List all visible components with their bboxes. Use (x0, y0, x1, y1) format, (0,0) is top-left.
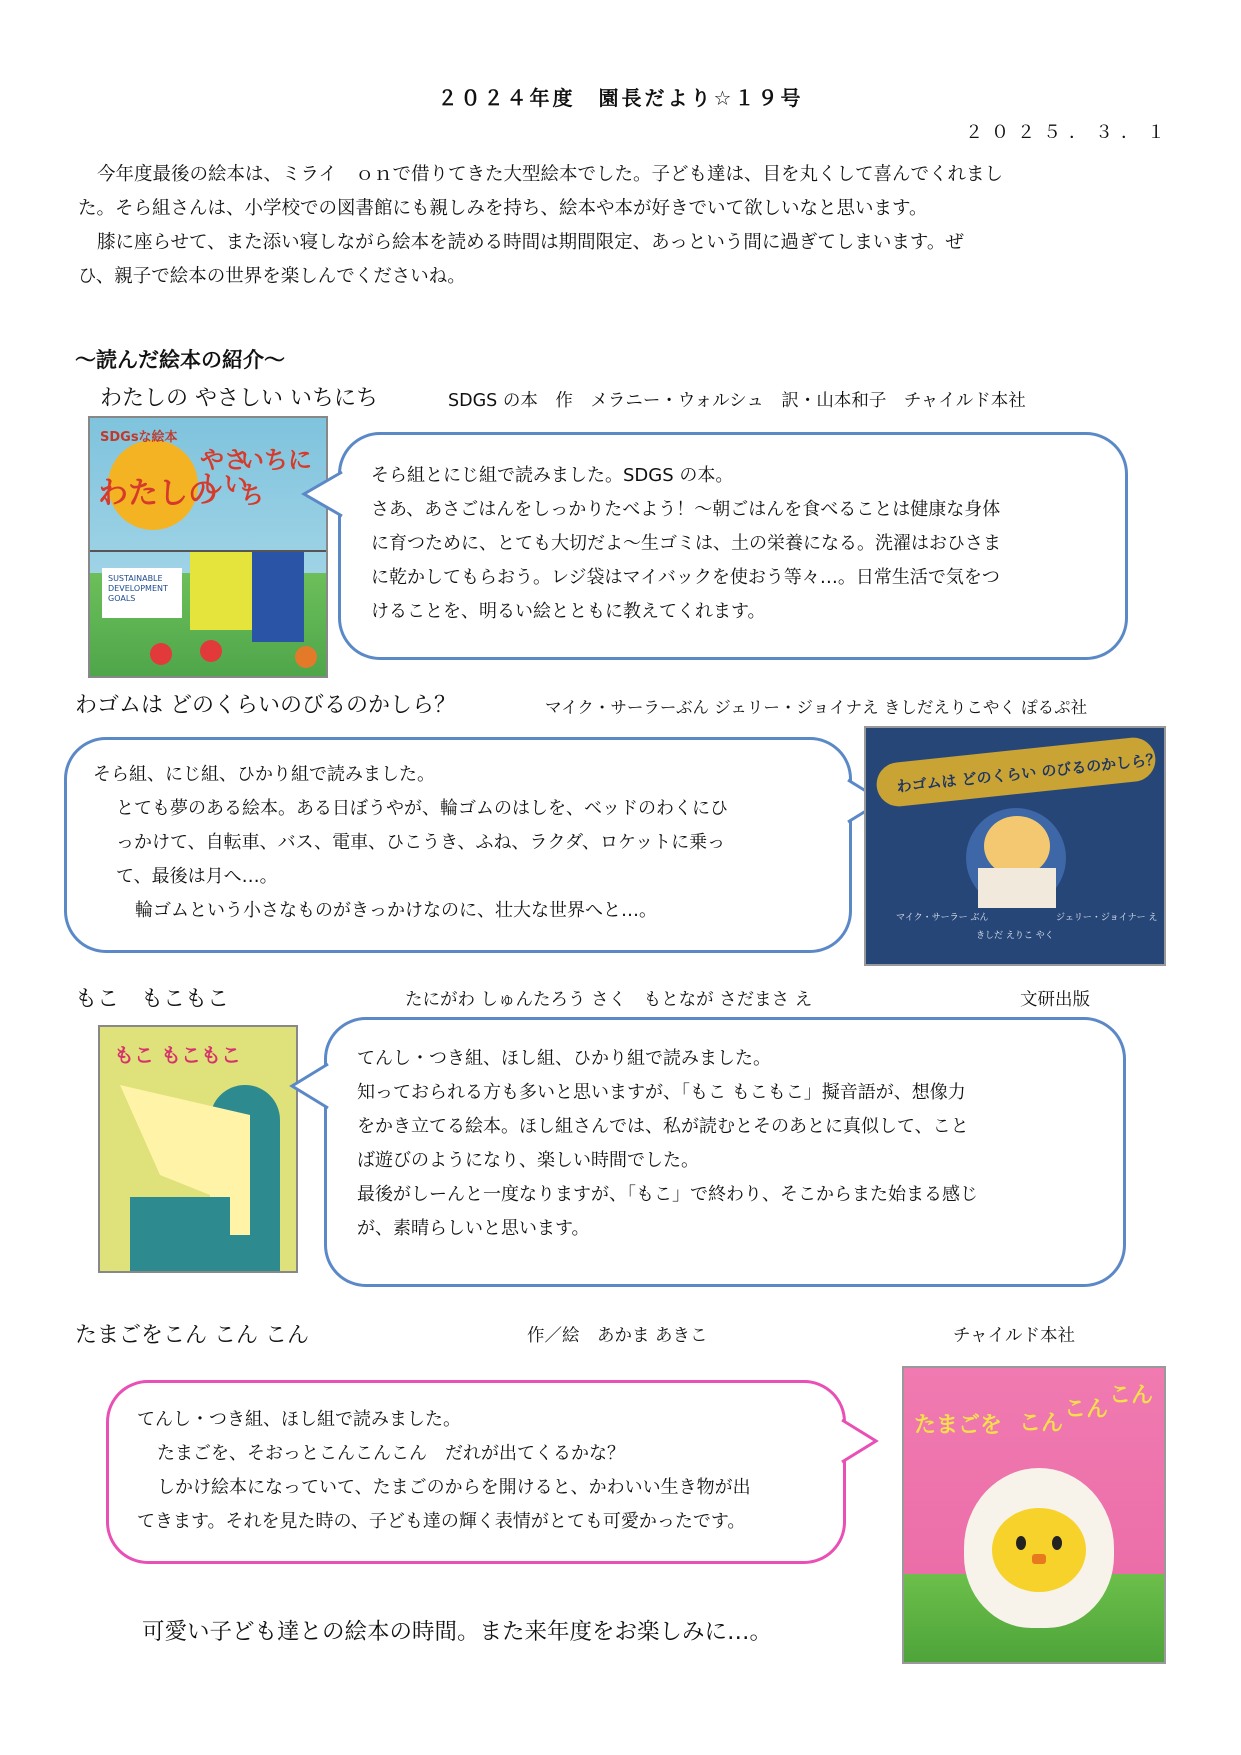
book-cover-image (98, 1025, 298, 1273)
book-cover-image (864, 726, 1166, 966)
boy-illustration (984, 816, 1050, 876)
comment-line: たまごを、そおっとこんこんこん だれが出てくるかな？ (157, 1443, 625, 1464)
comment-line: とても夢のある絵本。ある日ぼうやが、輪ゴムのはしを、ベッドのわくにひ (116, 798, 728, 819)
comment-line: てんし・つき組、ほし組、ひかり組で読みました。 (357, 1048, 771, 1069)
pants-icon (252, 552, 304, 642)
intro-line: 膝に座らせて、また添い寝しながら絵本を読める時間は期間限定、あっという間に過ぎてしまいます。ぜ (97, 232, 964, 253)
ground-shape (130, 1197, 230, 1273)
comment-line: そら組とにじ組で読みました。SDGS の本。 (371, 465, 734, 486)
book-meta: たにがわ しゅんたろう さく もとなが さだまさ え (405, 990, 813, 1010)
comment-line: に育つために、とても大切だよ～生ゴミは、土の栄養になる。洗濯はおひさま (371, 533, 1001, 554)
flower-icon (150, 643, 172, 665)
book-meta: マイク・サーラーぶん ジェリー・ジョイナえ きしだえりこやく ぽるぷ社 (545, 698, 1088, 717)
comment-line: てきます。それを見た時の、子ども達の輝く表情がとても可愛かったです。 (137, 1511, 746, 1532)
issue-date: ２０２５．３．１ (965, 122, 1173, 143)
comment-line: しかけ絵本になっていて、たまごのからを開けると、かわいい生き物が出 (157, 1477, 751, 1498)
cover-title: いちにち (240, 446, 312, 509)
closing-message: 可愛い子ども達との絵本の時間。また来年度をお楽しみに…。 (142, 1619, 773, 1645)
comment-line: をかき立てる絵本。ほし組さんでは、私が読むとそのあとに真似して、こと (357, 1116, 969, 1137)
comment-line: に乾かしてもらおう。レジ袋はマイバックを使おう等々…。日常生活で気をつ (371, 567, 1000, 588)
book-publisher: チャイルド本社 (953, 1326, 1075, 1346)
chick-beak (1032, 1554, 1046, 1564)
intro-text (78, 158, 1168, 294)
comment-line: 知っておられる方も多いと思いますが、「もこ もこもこ」擬音語が、想像力 (357, 1082, 966, 1103)
book-title: もこ もこもこ (75, 987, 230, 1012)
comment-line: っかけて、自転車、バス、電車、ひこうき、ふね、ラクダ、ロケットに乗っ (116, 832, 726, 853)
comment-line: てんし・つき組、ほし組で読みました。 (137, 1409, 461, 1430)
cover-title: こん (1019, 1411, 1064, 1436)
cover-title: わたしの (98, 476, 218, 511)
cover-title: たまごを (914, 1413, 1003, 1438)
bubble-tail (300, 470, 344, 520)
book-title: たまごをこん こん こん (75, 1323, 309, 1348)
intro-line: 今年度最後の絵本は、ミライ ｏｎで借りてきた大型絵本でした。子ども達は、目を丸くして喜んでくれまし (97, 164, 1003, 185)
comment-bubble (64, 737, 852, 953)
comment-bubble (338, 432, 1128, 660)
comment-line: 最後がしーんと一度なりますが、「もこ」で終わり、そこからまた始まる感じ (357, 1184, 978, 1205)
book-publisher: 文研出版 (1020, 990, 1090, 1010)
cover-author: マイク・サーラー ぶん (896, 913, 989, 923)
book-meta: SDGS の本 作 メラニー・ウォルシュ 訳・山本和子 チャイルド本社 (448, 391, 1026, 411)
cover-title: こん (1064, 1397, 1109, 1422)
cover-title: やさしい (200, 446, 248, 498)
flower-icon (200, 640, 222, 662)
comment-line: て、最後は月へ…。 (116, 866, 278, 887)
cover-title: もこ もこもこ (114, 1043, 241, 1067)
comment-line: さあ、あさごはんをしっかりたべよう！～朝ごはんを食べることは健康な身体 (371, 499, 1001, 520)
bubble-tail (288, 1062, 330, 1112)
comment-line: そら組、にじ組、ひかり組で読みました。 (93, 764, 435, 785)
comment-bubble (106, 1380, 846, 1564)
comment-line: けることを、明るい絵とともに教えてくれます。 (371, 601, 766, 622)
book-title: わゴムは どのくらいのびるのかしら？ (75, 693, 456, 718)
book-title: わたしの やさしい いちにち (100, 386, 378, 411)
chick-icon (992, 1508, 1086, 1592)
chick-eye (1016, 1536, 1026, 1550)
comment-line: 輪ゴムという小さなものがきっかけなのに、壮大な世界へと…。 (135, 900, 657, 921)
book-cover-image (88, 416, 328, 678)
cover-label: SDGsな絵本 (100, 430, 178, 445)
section-heading: ～読んだ絵本の紹介～ (75, 348, 285, 372)
cover-title: こん (1109, 1383, 1154, 1408)
page-title: ２０２４年度 園長だより☆１９号 (437, 86, 804, 110)
comment-line: ば遊びのようになり、楽しい時間でした。 (357, 1150, 699, 1171)
intro-line: ひ、親子で絵本の世界を楽しんでくださいね。 (78, 266, 466, 287)
cover-translator: きしだ えりこ やく (976, 931, 1054, 941)
cover-title: わゴムは どのくらい のびるのかしら？ (895, 750, 1162, 796)
boy-shirt (978, 868, 1056, 908)
bubble-tail (840, 1418, 880, 1464)
shirt-icon (190, 552, 260, 630)
flower-icon (295, 646, 317, 668)
book-cover-image (902, 1366, 1166, 1664)
comment-line: が、素晴らしいと思います。 (357, 1218, 590, 1239)
book-meta: 作／絵 あかま あきこ (527, 1326, 708, 1346)
goals-logo: SUSTAINABLE DEVELOPMENT GOALS (102, 568, 182, 618)
comment-bubble (324, 1017, 1126, 1287)
intro-line: た。そら組さんは、小学校での図書館にも親しみを持ち、絵本や本が好きでいて欲しいなと思います。 (78, 198, 928, 219)
chick-eye (1052, 1536, 1062, 1550)
cover-illustrator: ジェリー・ジョイナー え (1056, 913, 1158, 923)
